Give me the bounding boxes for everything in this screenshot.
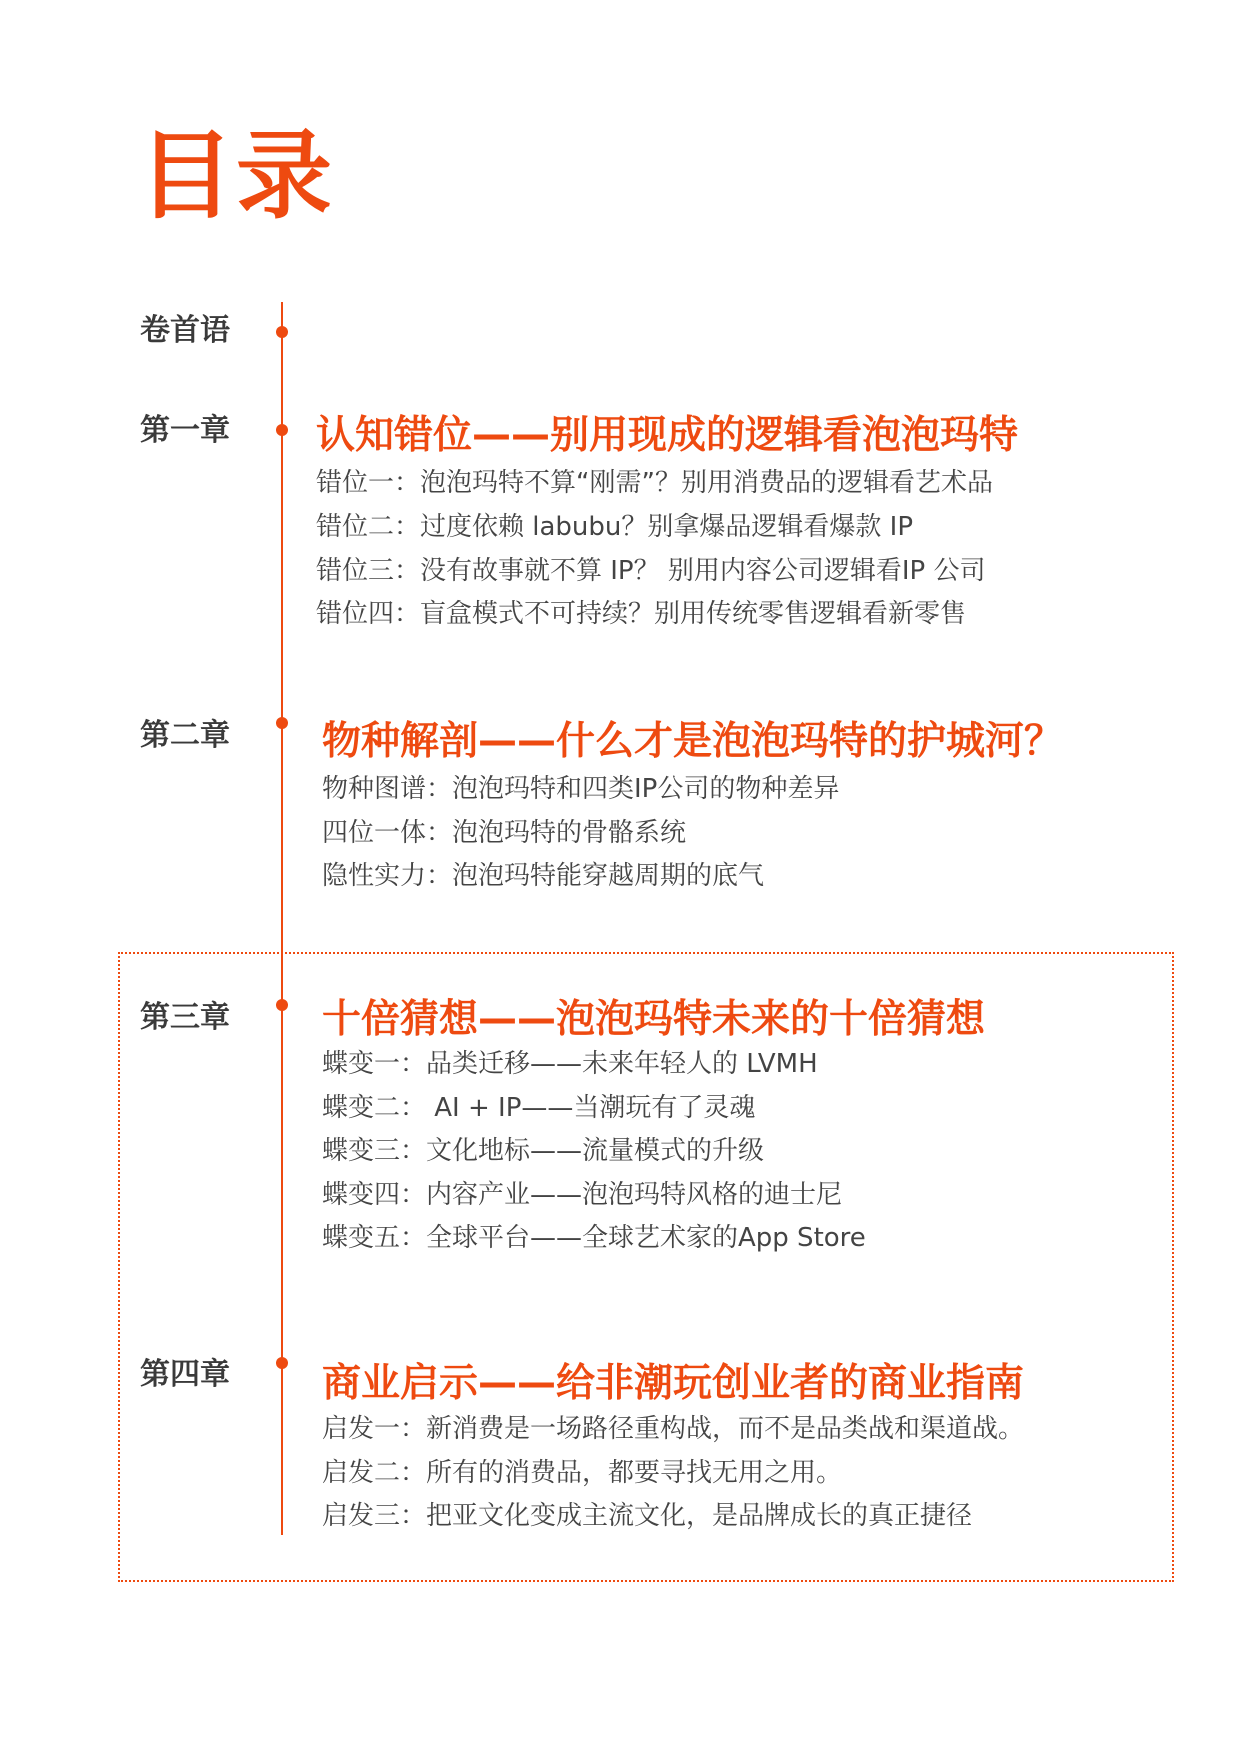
chapter-1-section-3[interactable]: 错位三：没有故事就不算 IP？ 别用内容公司逻辑看IP 公司 <box>316 556 986 586</box>
chapter-3-title[interactable]: 十倍猜想——泡泡玛特未来的十倍猜想 <box>322 997 986 1042</box>
chapter-3-section-3[interactable]: 蝶变三：文化地标——流量模式的升级 <box>322 1136 765 1166</box>
timeline-dot-chapter-3 <box>276 999 288 1011</box>
chapter-4-section-1[interactable]: 启发一：新消费是一场路径重构战，而不是品类战和渠道战。 <box>322 1414 1025 1444</box>
chapter-2-section-3[interactable]: 隐性实力：泡泡玛特能穿越周期的底气 <box>322 861 765 891</box>
timeline-dot-chapter-4 <box>276 1357 288 1369</box>
chapter-3-section-1[interactable]: 蝶变一：品类迁移——未来年轻人的 LVMH <box>322 1049 818 1079</box>
chapter-3-section-4[interactable]: 蝶变四：内容产业——泡泡玛特风格的迪士尼 <box>322 1180 843 1210</box>
chapter-2-section-1[interactable]: 物种图谱：泡泡玛特和四类IP公司的物种差异 <box>322 774 840 804</box>
chapter-3-section-2[interactable]: 蝶变二： AI + IP——当潮玩有了灵魂 <box>322 1093 756 1123</box>
timeline-dot-chapter-1 <box>276 424 288 436</box>
chapter-2-label: 第二章 <box>140 718 230 753</box>
chapter-3-section-5[interactable]: 蝶变五：全球平台——全球艺术家的App Store <box>322 1223 866 1253</box>
page-title: 目录 <box>138 120 334 232</box>
chapter-4-section-2[interactable]: 启发二：所有的消费品，都要寻找无用之用。 <box>322 1458 843 1488</box>
chapter-1-title[interactable]: 认知错位——别用现成的逻辑看泡泡玛特 <box>316 413 1019 458</box>
chapter-3-label: 第三章 <box>140 1000 230 1035</box>
chapter-1-label: 第一章 <box>140 413 230 448</box>
chapter-1-section-2[interactable]: 错位二：过度依赖 labubu？别拿爆品逻辑看爆款 IP <box>316 512 913 542</box>
preface-label: 卷首语 <box>140 313 230 348</box>
chapter-4-label: 第四章 <box>140 1357 230 1392</box>
chapter-2-title[interactable]: 物种解剖——什么才是泡泡玛特的护城河？ <box>322 719 1064 764</box>
chapter-4-section-3[interactable]: 启发三：把亚文化变成主流文化，是品牌成长的真正捷径 <box>322 1501 973 1531</box>
timeline-dot-preface <box>276 326 288 338</box>
chapter-1-section-4[interactable]: 错位四：盲盒模式不可持续？别用传统零售逻辑看新零售 <box>316 599 967 629</box>
chapter-4-title[interactable]: 商业启示——给非潮玩创业者的商业指南 <box>322 1361 1025 1406</box>
timeline-dot-chapter-2 <box>276 717 288 729</box>
chapter-1-section-1[interactable]: 错位一：泡泡玛特不算“刚需”？别用消费品的逻辑看艺术品 <box>316 468 993 498</box>
chapter-2-section-2[interactable]: 四位一体：泡泡玛特的骨骼系统 <box>322 818 687 848</box>
